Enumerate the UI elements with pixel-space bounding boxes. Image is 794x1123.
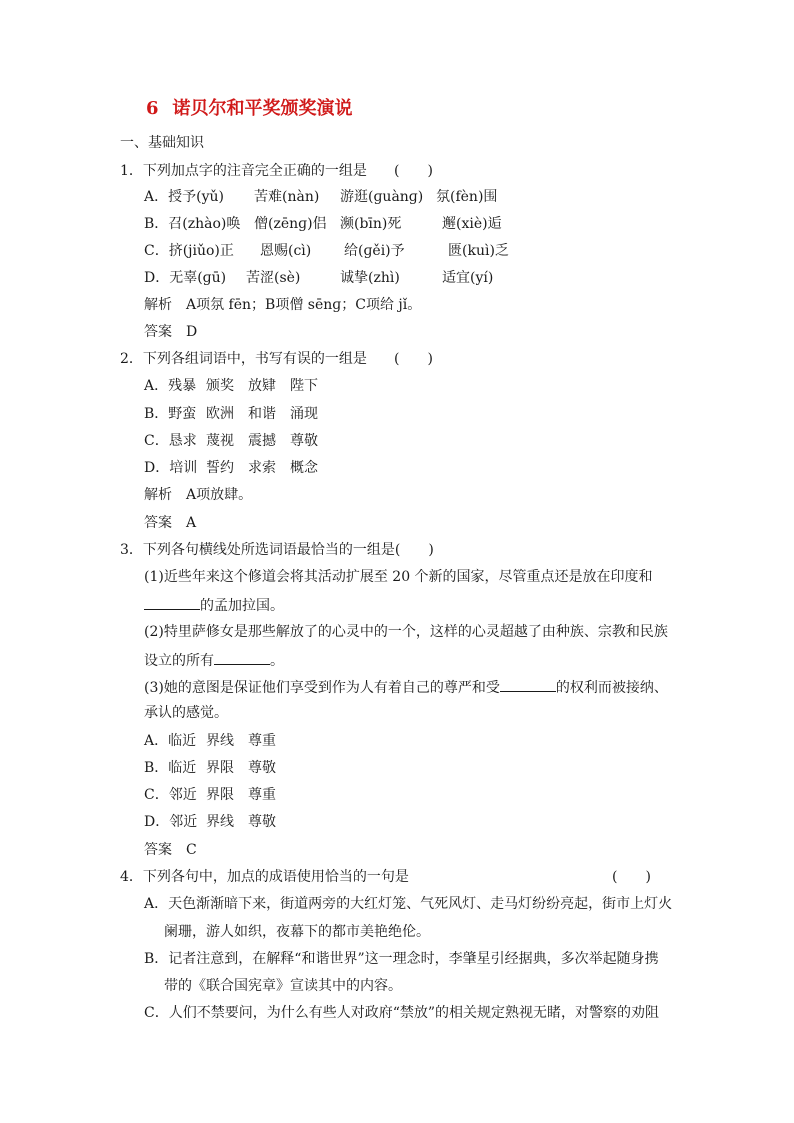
q1-answer: 答案 D [144,324,198,340]
q1-stem: 1．下列加点字的注音完全正确的一组是 [120,163,367,179]
page-title [146,98,353,120]
q3-stem: 3．下列各句横线处所选词语最恰当的一组是( ) [120,542,434,558]
q4-option-b-line2: 带的《联合国宪章》宣读其中的内容。 [164,978,402,994]
q2-answer: 答案 A [144,515,197,531]
fill-blank-3 [500,677,556,692]
q4-option-a-line2: 阑珊，游人如织，夜幕下的都市美艳绝伦。 [164,924,430,940]
q3-sentence-1-cont: 的孟加拉国。 [144,595,284,613]
section-heading: 一、基础知识 [120,135,204,151]
q3-sentence-3: (3)她的意图是保证他们享受到作为人有着自己的尊严和受 的权利而被接纳、 [144,677,668,695]
q3-sentence-1: (1)近些年来这个修道会将其活动扩展至 20 个新的国家，尽管重点还是放在印度和 [144,569,653,585]
q3-sentence-3-cont: 承认的感觉。 [144,705,228,721]
q1-answer-bracket: ( ) [394,163,433,179]
q3-answer: 答案 C [144,842,197,858]
q3-sentence-2: (2)特里萨修女是那些解放了的心灵中的一个，这样的心灵超越了由种族、宗教和民族 [144,624,668,640]
q2-stem: 2．下列各组词语中，书写有误的一组是 [120,351,367,367]
fill-blank-2 [214,650,270,665]
lesson-title: 诺贝尔和平奖颁奖演说 [172,98,353,119]
q4-answer-bracket: ( ) [612,869,651,885]
q1-analysis: 解析 A项氛 fēn；B项僧 sēnɡ；C项给 jǐ。 [144,297,422,313]
q3-sentence-2-cont: 设立的所有 。 [144,650,284,668]
q2-answer-bracket: ( ) [394,351,433,367]
document-page: 6 诺贝尔和平奖颁奖演说 一、基础知识 1．下列加点字的注音完全正确的一组是 ( ) A．授予(yǔ) 苦难(nàn) 游逛(ɡuànɡ) 氛(fèn)围 B．召(zhào)唤 僧(zēnɡ)侣 濒(bīn)死 邂(xiè)逅 C．挤(jiǔo)正 恩赐(cì) 给(ɡěi)予 匮(kuì)乏 D．无辜(ɡū) 苦涩(sè) 诚挚(zhì) 适宜(yí) 解析 A项氛 fēn；B项僧 sēnɡ；C项给 jǐ。 答案 D 2．下列各组词语中，书写有误的一组是 ( ) A．残暴 颁奖 放肄 陛下 B．野蛮 欧洲 和谐 涌现 C．恳求 蔑视 震撼 尊敬 D．培训 誓约 求索 概念 解析 A项放肆。 答案 A 3．下列各句横线处所选词语最恰当的一组是( ) (1)近些年来这个修道会将其活动扩展至 20 个新的国家，尽管重点还是放在印度和 的孟加拉国。 (2)特里萨修女是那些解放了的心灵中的一个，这样的心灵超越了由种族、宗教和民族 设立的所有 。 (3)她的意图是保证他们享受到作为人有着自己的尊严和受 的权利而被接纳、 承认的感觉。 A．临近 界线 尊重 B．临近 界限 尊敬 C．邻近 界限 尊重 D．邻近 界线 尊敬 答案 C 4．下列各句中，加点的成语使用恰当的一句是 ( ) A．天色渐渐暗下来，街道两旁的大红灯笼、气死风灯、走马灯纷纷亮起，街市上灯火 阑珊，游人如织，夜幕下的都市美艳绝伦。 B．记者注意到，在解释“和谐世界”这一理念时，李肇星引经据典，多次举起随身携 带的《联合国宪章》宣读其中的内容。 C．人们不禁要问，为什么有些人对政府“禁放”的相关规定熟视无睹，对警察的劝阻 [120,98,673,1021]
q2-analysis: 解析 A项放肆。 [144,487,253,503]
q4-option-a-line1: A．天色渐渐暗下来，街道两旁的大红灯笼、气死风灯、走马灯纷纷亮起，街市上灯火 [144,896,673,912]
q4-option-c-line1: C．人们不禁要问，为什么有些人对政府“禁放”的相关规定熟视无睹，对警察的劝阻 [144,1005,660,1021]
q4-stem: 4．下列各句中，加点的成语使用恰当的一句是 [120,869,409,885]
fill-blank-1 [144,595,200,610]
q4-option-b-line1: B．记者注意到，在解释“和谐世界”这一理念时，李肇星引经据典，多次举起随身携 [144,951,659,967]
lesson-number: 6 [146,98,159,119]
